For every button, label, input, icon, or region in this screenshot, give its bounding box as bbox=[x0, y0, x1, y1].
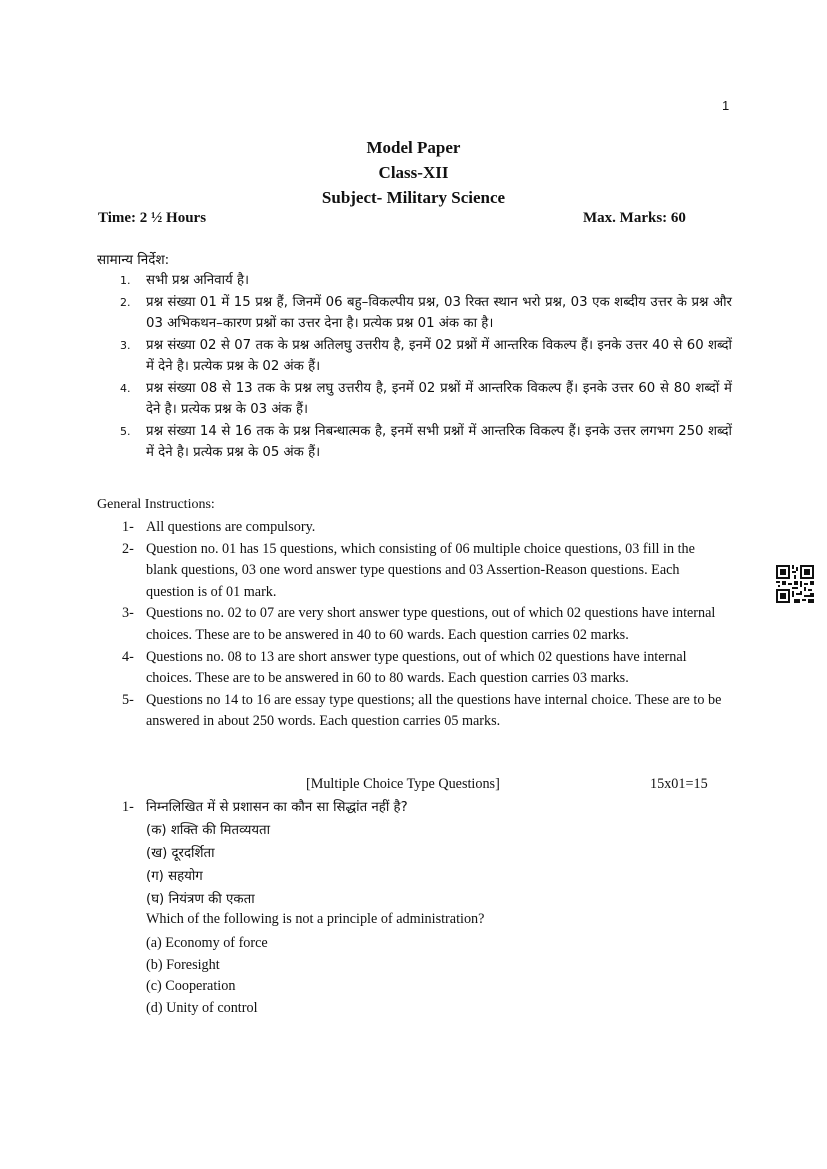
item-number: 3- bbox=[122, 605, 134, 622]
item-text: Question no. 01 has 15 questions, which consisting of 06 multiple choice questions, 03 fill in the blank questions, 03 one word answer type questions and 03 Assertion-Reason questions. Each question is of 01 mark. bbox=[146, 540, 695, 600]
list-item bbox=[122, 539, 722, 604]
item-number: 1. bbox=[120, 274, 131, 287]
paper-subject: Subject- Military Science bbox=[321, 188, 506, 207]
item-text: प्रश्न संख्या 14 से 16 तक के प्रश्न निबन्धात्मक है, इनमें सभी प्रश्नों में आन्तरिक विकल्प हैं। इनके उत्तर लगभग 250 शब्दों में देने है। प्रत्येक प्रश्न के 05 अंक हैं। bbox=[146, 423, 732, 460]
list-item bbox=[120, 378, 732, 421]
list-item bbox=[120, 335, 732, 378]
hindi-instructions-heading: सामान्य निर्देश: bbox=[97, 252, 170, 268]
list-item bbox=[122, 517, 722, 539]
question-number: 1- bbox=[122, 799, 134, 815]
qr-code-icon bbox=[776, 565, 814, 603]
option-english-b: (b) Foresight bbox=[146, 956, 220, 973]
item-number: 2. bbox=[120, 295, 131, 309]
item-text: Questions no. 02 to 07 are very short answer type questions, out of which 02 questions have internal choices. These are to be answered in 40 to 60 wards. Each question carries 02 marks. bbox=[146, 605, 716, 643]
item-number: 1- bbox=[122, 519, 134, 535]
option-english-c: (c) Cooperation bbox=[146, 978, 236, 994]
option-hindi-1: (क) शक्ति की मितव्ययता bbox=[146, 823, 271, 838]
item-number: 2- bbox=[122, 540, 134, 557]
hindi-instructions-list bbox=[120, 270, 732, 464]
option-english-a: (a) Economy of force bbox=[146, 935, 268, 951]
option-english-d: (d) Unity of control bbox=[146, 999, 258, 1016]
time-label: Time: 2 ½ Hours bbox=[98, 210, 207, 226]
english-instructions-list bbox=[122, 517, 722, 733]
page-number: 1 bbox=[722, 98, 730, 113]
item-text: प्रश्न संख्या 01 में 15 प्रश्न हैं, जिनमें 06 बहु–विकल्पीय प्रश्न, 03 रिक्त स्थान भरो प्रश्न, 03 एक शब्दीय उत्तर के प्रश्न और 03 अभिकथन–कारण प्रश्नों का उत्तर देना है। प्रत्येक प्रश्न 01 अंक का है। bbox=[146, 294, 732, 331]
item-number: 4- bbox=[122, 648, 134, 665]
max-marks-label: Max. Marks: 60 bbox=[583, 210, 686, 226]
item-text: प्रश्न संख्या 08 से 13 तक के प्रश्न लघु उत्तरीय है, इनमें 02 प्रश्नों में आन्तरिक विकल्प हैं। इनके उत्तर 60 से 80 शब्दों में देने है। प्रत्येक प्रश्न के 03 अंक हैं। bbox=[146, 380, 732, 417]
item-number: 4. bbox=[120, 381, 131, 395]
item-number: 3. bbox=[120, 338, 131, 352]
option-hindi-3: (ग) सहयोग bbox=[146, 869, 203, 884]
section-title: [Multiple Choice Type Questions] bbox=[306, 776, 500, 792]
list-item bbox=[120, 270, 732, 292]
list-item bbox=[122, 647, 722, 690]
list-item bbox=[120, 292, 732, 335]
options-english bbox=[146, 933, 268, 1019]
question-text-hindi: निम्नलिखित में से प्रशासन का कौन सा सिद्धांत नहीं है? bbox=[146, 800, 408, 815]
paper-title: Model Paper bbox=[366, 138, 461, 157]
english-instructions-heading: General Instructions: bbox=[97, 497, 215, 512]
item-number: 5- bbox=[122, 691, 134, 708]
item-text: All questions are compulsory. bbox=[146, 519, 316, 535]
item-number: 5. bbox=[120, 424, 131, 438]
option-hindi-2: (ख) दूरदर्शिता bbox=[146, 846, 215, 861]
paper-class: Class-XII bbox=[378, 163, 449, 182]
paper-header bbox=[0, 135, 827, 210]
option-hindi-4: (घ) नियंत्रण की एकता bbox=[146, 892, 255, 907]
list-item bbox=[122, 603, 722, 646]
question-text-english: Which of the following is not a principle of administration? bbox=[146, 911, 485, 927]
item-text: प्रश्न संख्या 02 से 07 तक के प्रश्न अतिलघु उत्तरीय है, इनमें 02 प्रश्नों में आन्तरिक विकल्प हैं। इनके उत्तर 40 से 60 शब्दों में देने है। प्रत्येक प्रश्न के 02 अंक हैं। bbox=[146, 337, 732, 374]
list-item bbox=[120, 421, 732, 464]
list-item bbox=[122, 690, 722, 733]
section-marks: 15x01=15 bbox=[650, 776, 708, 792]
options-hindi bbox=[146, 819, 270, 911]
item-text: सभी प्रश्न अनिवार्य है। bbox=[146, 273, 250, 288]
item-text: Questions no. 08 to 13 are short answer type questions, out of which 02 questions have internal choices. These are to be answered in 60 to 80 wards. Each question carries 03 marks. bbox=[146, 648, 687, 687]
item-text: Questions no 14 to 16 are essay type questions; all the questions have internal choice. These are to be answered in about 250 words. Each question carries 05 marks. bbox=[146, 691, 722, 730]
